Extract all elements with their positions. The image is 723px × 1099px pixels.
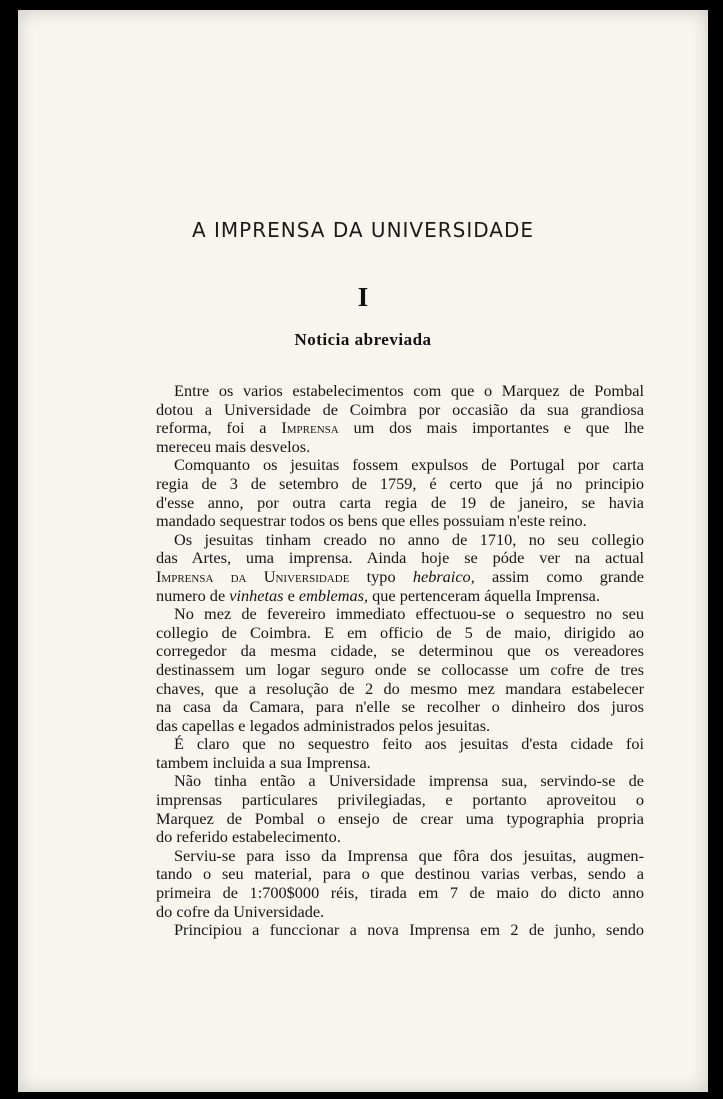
text-line: chaves, que a resolução de 2 do mesmo mez mandara estabelecer (156, 678, 644, 698)
text-line: Não tinha então a Universidade imprensa sua, servindo-se de (174, 771, 644, 791)
section-subtitle: Noticia abreviada (294, 330, 432, 349)
text-line: dotou a Universidade de Coimbra por occasião da sua grandiosa (156, 399, 644, 419)
paragraph (156, 382, 644, 456)
text-line: tambem incluida a sua Imprensa. (156, 752, 371, 772)
text-line: No mez de fevereiro immediato effectuou-se o sequestro no seu (174, 604, 644, 624)
text-line: É claro que no sequestro feito aos jesuitas d'esta cidade foi (174, 734, 644, 754)
text-line: do referido estabelecimento. (156, 827, 341, 847)
text-line: tando o seu material, para o que destinou varias verbas, sendo a (156, 864, 644, 884)
book-page (18, 10, 708, 1092)
paragraph (156, 605, 644, 735)
text-line: collegio de Coimbra. E em officio de 5 de maio, dirigido ao (156, 622, 644, 642)
text-line: do cofre da Universidade. (156, 901, 325, 921)
text-line: regia de 3 de setembro de 1759, é certo que já no principio (156, 473, 644, 493)
body-text (156, 382, 644, 940)
text-line: das Artes, uma imprensa. Ainda hoje se póde ver na actual (156, 548, 644, 568)
text-line: corregedor da mesma cidade, se determinou que os vereadores (156, 641, 644, 661)
paragraph (156, 847, 644, 921)
text-line: Os jesuitas tinham creado no anno de 1710, no seu collegio (174, 529, 644, 549)
text-line: Comquanto os jesuitas fossem expulsos de Portugal por carta (174, 455, 644, 475)
text-line: d'esse anno, por outra carta regia de 19 de janeiro, se havia (156, 492, 644, 512)
italic-term: hebraico, (412, 566, 475, 586)
text-line: mandado sequestrar todos os bens que elles possuiam n'este reino. (156, 511, 587, 531)
text-line: mereceu mais desvelos. (156, 436, 311, 456)
text-line: Principiou a funccionar a nova Imprensa em 2 de junho, sendo (174, 920, 644, 940)
text-line: Entre os varios estabelecimentos com que o Marquez de Pombal (174, 381, 644, 400)
text-line: imprensas particulares privilegiadas, e portanto aproveitou o (156, 790, 644, 810)
text-line: Serviu-se para isso da Imprensa que fôra dos jesuitas, augmen- (174, 845, 644, 865)
paragraph (156, 772, 644, 846)
text-line: Imprensa da Universidade typo hebraico, assim como grande (156, 566, 645, 586)
imprensa-smallcaps: Imprensa (281, 418, 339, 438)
paragraph (156, 456, 644, 530)
paragraph (156, 921, 644, 940)
text-line: destinassem um logar seguro onde se collocasse um cofre de tres (156, 659, 644, 679)
imprensa-universidade-smallcaps: Imprensa da Universidade (156, 566, 350, 586)
text-line: na casa da Camara, para n'elle se recolher o dinheiro dos juros (156, 697, 644, 717)
paragraph (156, 531, 644, 605)
text-line: reforma, foi a Imprensa um dos mais importantes e que lhe (156, 418, 645, 438)
italic-term: emblemas, (298, 585, 369, 605)
text-line: primeira de 1:700$000 réis, tirada em 7 de maio do dicto anno (156, 883, 644, 903)
text-line: Marquez de Pombal o ensejo de crear uma typographia propria (156, 808, 644, 828)
italic-term: vinhetas (229, 585, 284, 605)
paragraph (156, 735, 644, 772)
text-line: das capellas e legados administrados pelos jesuitas. (156, 715, 491, 735)
chapter-number: I (357, 282, 369, 312)
page-title: A IMPRENSA DA UNIVERSIDADE (191, 218, 534, 242)
text-line: numero de vinhetas e emblemas, que pertenceram áquella Imprensa. (156, 585, 600, 605)
